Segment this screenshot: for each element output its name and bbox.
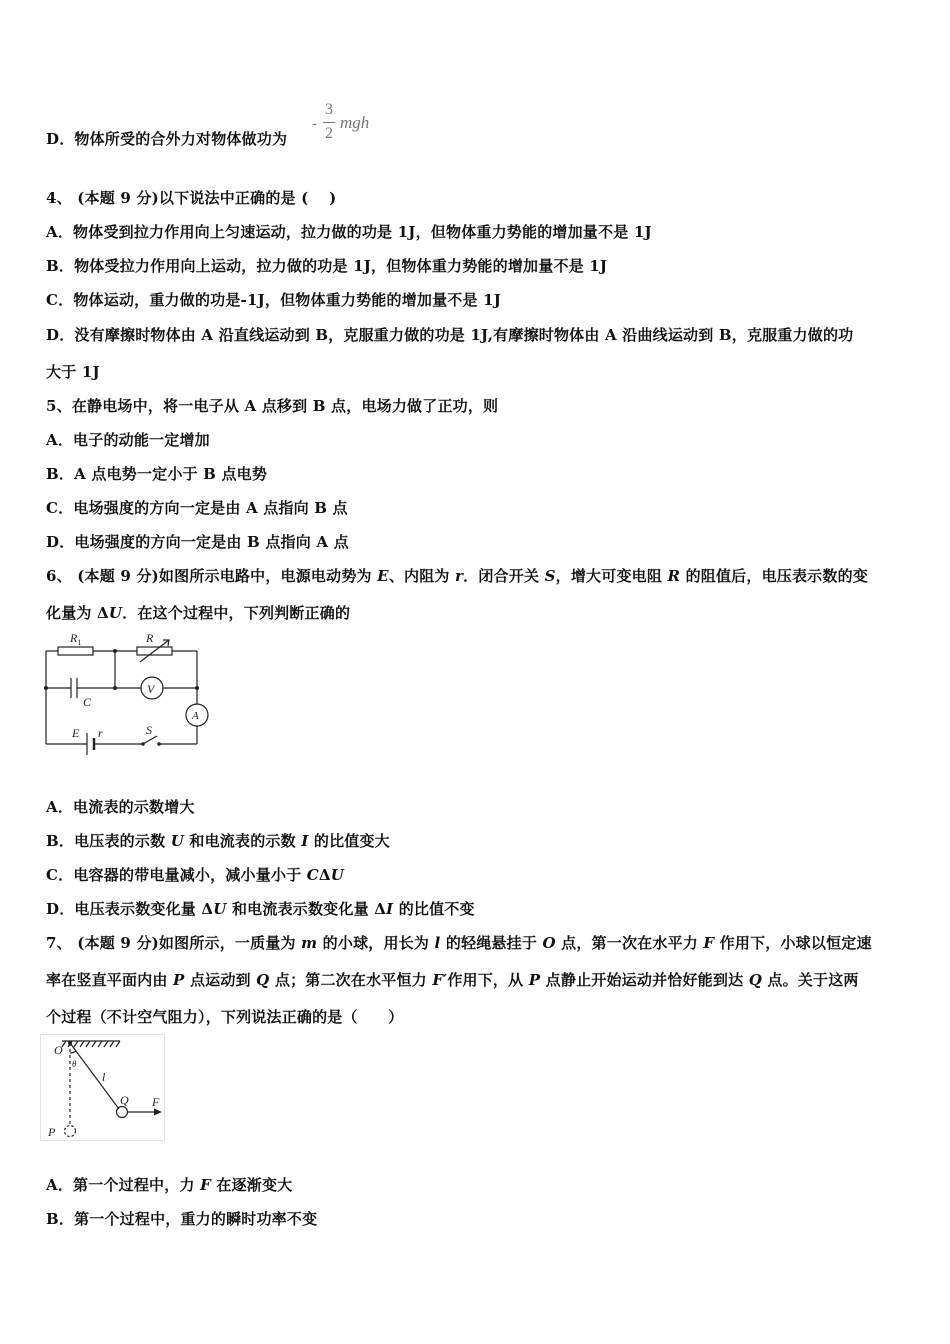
q6-var-i: I [301,832,309,850]
rope [70,1043,119,1109]
q4-option-d-cont: 大于 1J [46,363,100,381]
formula-numerator: 3 [325,101,333,118]
q7-option-a [46,1174,292,1195]
formula-denominator: 2 [325,125,333,142]
q7-stem-cont [46,969,859,990]
q6-circuit-diagram [40,628,215,768]
q6-stem-text: 、内阻为 [388,567,456,585]
q7-var-q: Q [256,971,270,989]
q7-stem-text: 的小球，用长为 [317,934,435,952]
label-v: V [147,682,155,696]
q7-stem-cont2: 个过程（不计空气阻力），下列说法正确的是（ ） [46,1008,404,1026]
q6-option-b-text: 和电流表的示数 [183,832,302,850]
q7-option-b: B．第一个过程中，重力的瞬时功率不变 [46,1210,318,1228]
q4-option-b: B．物体受拉力作用向上运动，拉力做的功是 1J，但物体重力势能的增加量不是 1J [46,257,608,275]
q5-option-d: D．电场强度的方向一定是由 B 点指向 A 点 [46,533,349,551]
q6-option-d-text: 的比值不变 [393,900,475,918]
label-p: P [48,1125,56,1139]
ball-position-p [65,1126,76,1137]
q6-var-u: U [330,866,345,884]
q6-var-c: C [306,866,319,884]
label-o: O [54,1043,63,1057]
q7-var-o: O [542,934,556,952]
q7-stem-text: 7、 (本题 9 分)如图所示，一质量为 [46,934,302,952]
q6-option-c-text: C．电容器的带电量减小，减小量小于 [46,866,307,884]
q7-stem-text: 点运动到 [184,971,257,989]
label-e: E [72,726,80,740]
q6-var-i: I [386,900,394,918]
q5-stem: 5、在静电场中，将一电子从 A 点移到 B 点，电场力做了正功，则 [46,397,499,415]
q6-var-u: U [213,900,227,918]
q6-stem [46,565,868,586]
q7-var-f: F [200,1176,211,1194]
q6-var-u: U [170,832,184,850]
q6-option-c [46,864,344,885]
label-s: S [146,723,152,737]
q7-var-p: P [173,971,185,989]
q7-stem-text: 作用下，小球以恒定速 [714,934,872,952]
label-r-small: r [98,726,103,740]
q7-stem-text: 点，第一次在水平力 [555,934,704,952]
q6-stem-text: ．闭合开关 [463,567,545,585]
label-q: Q [120,1093,129,1107]
q5-option-a: A．电子的动能一定增加 [46,431,210,449]
q3-option-d-text: D．物体所受的合外力对物体做功为 [46,130,288,148]
q6-option-d [46,898,475,919]
q7-stem-text: 率在竖直平面内由 [46,971,174,989]
q6-stem-text: ．在这个过程中，下列判断正确的 [122,604,351,622]
q6-stem-text: 化量为 Δ [46,604,109,622]
q7-var-l: l [434,934,441,952]
q6-stem-text: 6、 (本题 9 分)如图所示电路中，电源电动势为 [46,567,378,585]
q7-var-f-prime: F′ [432,971,448,989]
q6-option-d-text: D．电压表示数变化量 Δ [46,900,214,918]
q5-option-c: C．电场强度的方向一定是由 A 点指向 B 点 [46,499,348,517]
q6-option-a: A．电流表的示数增大 [46,798,195,816]
q7-stem-text: 点。关于这两 [761,971,859,989]
q7-stem-text: 点静止开始运动并恰好能到达 [540,971,749,989]
ball-position-q [117,1107,128,1118]
q6-option-b-text: 的比值变大 [308,832,390,850]
q6-stem-cont [46,602,350,623]
formula-mgh: mgh [340,113,370,132]
q4-option-a: A．物体受到拉力作用向上匀速运动，拉力做的功是 1J，但物体重力势能的增加量不是 1J [46,223,652,241]
q6-var-r-big: R [667,567,681,585]
q7-var-p: P [528,971,541,989]
q6-stem-text: 的阻值后，电压表示数的变 [680,567,868,585]
q7-var-m: m [301,934,318,952]
q7-stem-text: 作用下，从 [447,971,529,989]
q6-option-d-text: 和电流表示数变化量 Δ [226,900,387,918]
q3-option-d [46,128,287,149]
label-f: F [152,1095,160,1109]
q6-var-r: r [455,567,464,585]
q7-pendulum-diagram [40,1034,166,1142]
formula-fraction-bar [323,122,335,123]
q7-var-f: F [703,934,715,952]
q6-option-b [46,830,390,851]
q7-stem-text: 点；第二次在水平恒力 [269,971,433,989]
q7-var-q: Q [748,971,762,989]
label-theta: θ [72,1059,77,1069]
q7-option-a-text: 在逐渐变大 [210,1176,293,1194]
q6-option-c-text: Δ [318,866,331,884]
label-a: A [192,710,199,722]
q4-option-c: C．物体运动，重力做的功是-1J，但物体重力势能的增加量不是 1J [46,291,502,309]
q6-option-b-text: B．电压表的示数 [46,832,171,850]
label-r1: $R_1$ [70,631,82,647]
formula-minus: - [312,116,317,132]
label-l: l [102,1070,106,1084]
q6-stem-text: ，增大可变电阻 [555,567,668,585]
q6-var-u: U [108,604,123,622]
resistor-r1 [58,647,93,655]
q6-var-e: E [377,567,389,585]
q7-option-a-text: A．第一个过程中，力 [46,1176,201,1194]
q4-option-d: D．没有摩擦时物体由 A 沿直线运动到 B，克服重力做的功是 1J,有摩擦时物体由 A 沿曲线运动到 B，克服重力做的功 [46,326,854,344]
q6-var-s: S [544,567,556,585]
q7-stem [46,932,872,953]
q5-option-b: B．A 点电势一定小于 B 点电势 [46,465,268,483]
label-c: C [83,695,92,709]
q4-stem: 4、 (本题 9 分)以下说法中正确的是 ( ) [46,189,337,207]
label-r: R [146,631,154,645]
q7-stem-text: 的轻绳悬挂于 [440,934,543,952]
